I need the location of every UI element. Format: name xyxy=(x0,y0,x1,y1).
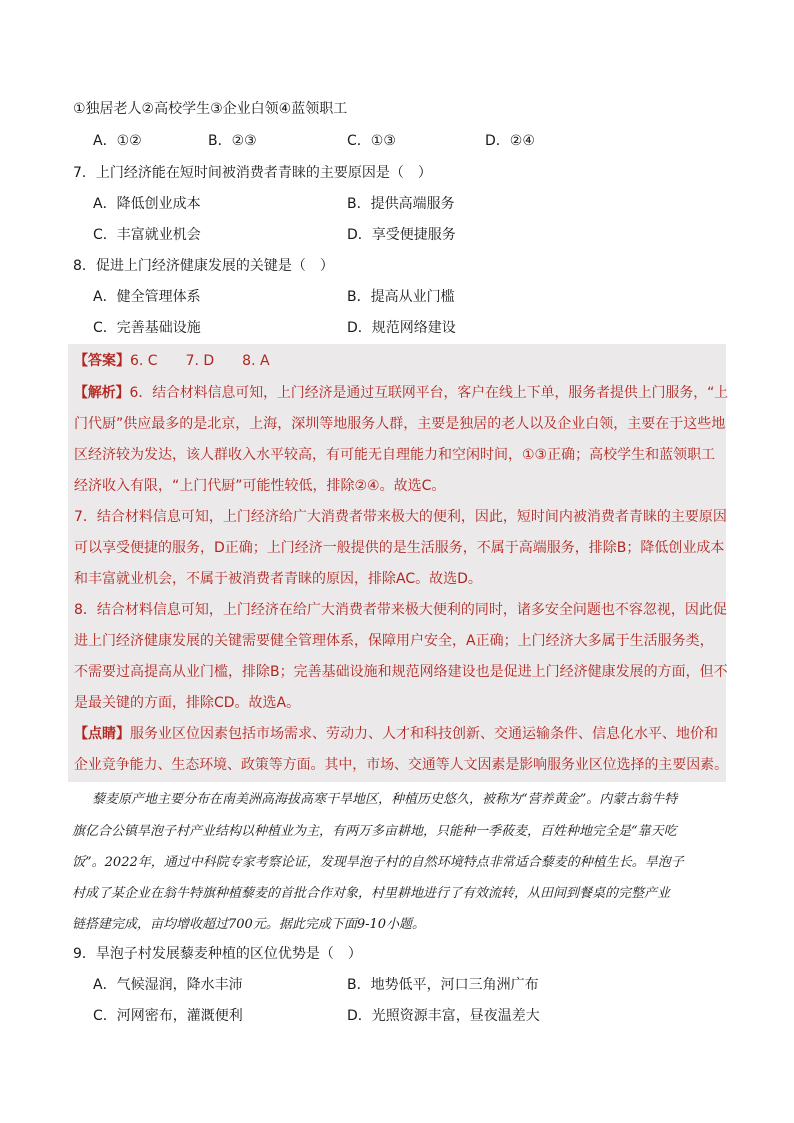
q7-option-b: B．提供高端服务 xyxy=(347,196,455,212)
q9-stem: 9．旱泡子村发展藜麦种植的区位优势是（ ） xyxy=(73,946,362,962)
passage-line-5: 链搭建完成，亩均增收超过700元。据此完成下面9-10小题。 xyxy=(72,917,426,932)
q9-option-a: A．气候湿润，降水丰沛 xyxy=(93,977,243,993)
analysis-line-2: 门代厨”供应最多的是北京，上海，深圳等地服务人群，主要是独居的老人以及企业白领，主要在于这些地 xyxy=(74,416,726,432)
q8-stem: 8．促进上门经济健康发展的关键是（ ） xyxy=(73,258,334,274)
analysis-line-4: 经济收入有限，“上门代厨”可能性较低，排除②④。故选C。 xyxy=(74,478,446,494)
q8-option-c: C．完善基础设施 xyxy=(93,320,201,336)
q6-option-c: C．①③ xyxy=(347,133,396,149)
q8-option-d: D．规范网络建设 xyxy=(347,320,456,336)
answer-text: 6. C 7. D 8. A xyxy=(130,353,270,369)
analysis-label: 【解析】 xyxy=(74,385,130,401)
analysis-line-9: 进上门经济健康发展的关键需要健全管理体系，保障用户安全，A正确；上门经济大多属于生活服务类， xyxy=(74,633,714,649)
tip-line-1 xyxy=(74,724,718,744)
q9-option-b: B．地势低平，河口三角洲广布 xyxy=(347,977,539,993)
q6-option-d: D．②④ xyxy=(485,133,535,149)
q7-option-c: C．丰富就业机会 xyxy=(93,227,201,243)
passage-line-2: 旗亿合公镇旱泡子村产业结构以种植业为主，有两万多亩耕地，只能种一季莜麦，百姓种地完全是“靠天吃 xyxy=(72,824,677,839)
passage-line-3: 饭”。2022年，通过中科院专家考察论证，发现旱泡子村的自然环境特点非常适合藜麦的种植生长。旱泡子 xyxy=(72,855,684,870)
q7-option-d: D．享受便捷服务 xyxy=(347,227,456,243)
q8-option-b: B．提高从业门槛 xyxy=(347,289,455,305)
q6-option-a: A．①② xyxy=(93,133,142,149)
q8-option-a: A．健全管理体系 xyxy=(93,289,201,305)
answer-label: 【答案】 xyxy=(74,353,130,369)
tip-line-2: 企业竞争能力、生态环境、政策等方面。其中，市场、交通等人文因素是影响服务业区位选择的主要因素。 xyxy=(74,757,728,773)
analysis-line-8: 8．结合材料信息可知，上门经济在给广大消费者带来极大便利的同时，诸多安全问题也不容忽视，因此促 xyxy=(74,602,727,618)
q6-choices-header: ①独居老人②高校学生③企业白领④蓝领职工 xyxy=(73,101,348,117)
passage-line-1: 藜麦原产地主要分布在南美洲高海拔高寒干旱地区，种植历史悠久，被称为“营养黄金”。内蒙古翁牛特 xyxy=(92,792,678,807)
q6-option-b: B．②③ xyxy=(208,133,257,149)
tip-text: 服务业区位因素包括市场需求、劳动力、人才和科技创新、交通运输条件、信息化水平、地价和 xyxy=(130,726,718,742)
analysis-line-6: 可以享受便捷的服务，D正确；上门经济一般提供的是生活服务，不属于高端服务，排除B；降低创业成本 xyxy=(74,540,725,556)
analysis-text: 6．结合材料信息可知，上门经济是通过互联网平台，客户在线上下单，服务者提供上门服务，“上 xyxy=(129,385,729,401)
q9-option-c: C．河网密布，灌溉便利 xyxy=(93,1008,243,1024)
analysis-line-1 xyxy=(74,383,728,403)
analysis-line-10: 不需要过高提高从业门槛，排除B；完善基础设施和规范网络建设也是促进上门经济健康发展的方面，但不 xyxy=(74,664,728,680)
q9-option-d: D．光照资源丰富，昼夜温差大 xyxy=(347,1008,540,1024)
answer-explanation-block xyxy=(68,344,729,782)
q7-stem: 7．上门经济能在短时间被消费者青睐的主要原因是（ ） xyxy=(73,165,432,181)
answer-line xyxy=(74,351,270,371)
analysis-line-5: 7．结合材料信息可知，上门经济给广大消费者带来极大的便利，因此，短时间内被消费者青睐的主要原因 xyxy=(74,509,727,525)
tip-label: 【点睛】 xyxy=(74,726,130,742)
analysis-line-11: 是最关键的方面，排除CD。故选A。 xyxy=(74,695,301,711)
analysis-line-7: 和丰富就业机会，不属于被消费者青睐的原因，排除AC。故选D。 xyxy=(74,571,482,587)
passage-line-4: 村成了某企业在翁牛特旗种植藜麦的首批合作对象，村里耕地进行了有效流转，从田间到餐桌的完整产业 xyxy=(72,886,671,901)
analysis-line-3: 区经济较为发达，该人群收入水平较高，有可能无自理能力和空闲时间，①③正确；高校学生和蓝领职工 xyxy=(74,447,716,463)
q7-option-a: A．降低创业成本 xyxy=(93,196,201,212)
